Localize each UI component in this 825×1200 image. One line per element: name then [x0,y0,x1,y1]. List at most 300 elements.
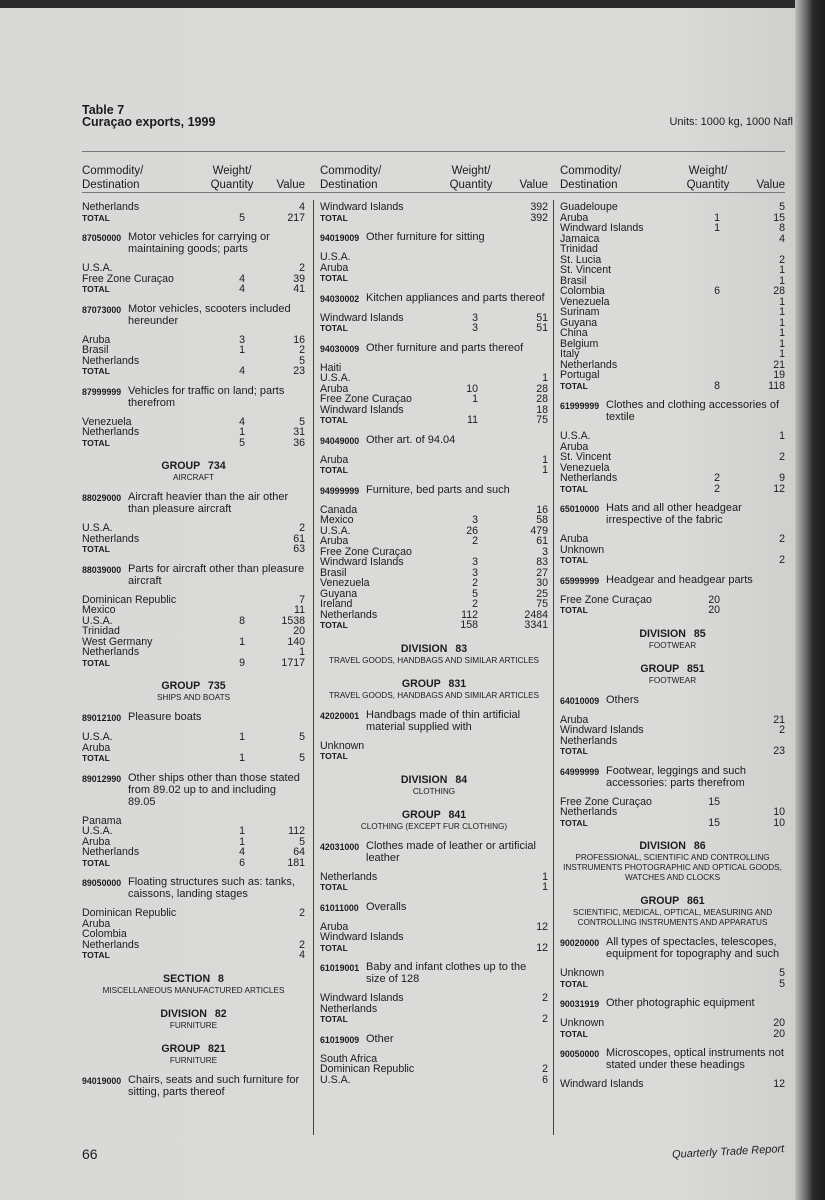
value: 23 [773,745,785,757]
commodity-description: Vehicles for traffic on land; parts therefrom [128,384,285,409]
table-row [560,1079,785,1090]
commodity-code: 61999999 [560,401,600,411]
destination: Italy [560,348,580,360]
weight-quantity: 9 [239,656,245,669]
table-row [82,816,305,827]
commodity-description: Furniture, bed parts and such [366,483,510,496]
destination: TOTAL [320,620,348,630]
value: 64 [293,846,305,858]
commodity-heading [82,772,305,808]
destination-list [320,922,548,954]
commodity-description: Chairs, seats and such furniture for sitting, parts thereof [128,1073,300,1098]
destination: Windward Islands [320,931,404,943]
value [245,743,305,754]
classification-title: GROUP 734 [161,460,226,472]
destination: TOTAL [560,817,588,828]
weight-quantity: 1 [239,426,245,438]
value: 12 [773,1078,785,1090]
weight-quantity: 8 [714,379,720,392]
destination-list [320,252,548,284]
value: 2 [299,907,305,919]
value: 4 [779,232,785,245]
commodity-code: 42031000 [320,841,360,852]
table-row [560,736,785,747]
table-row [320,557,548,568]
total-row [560,484,785,495]
destination-list [82,202,305,223]
destination: Dominican Republic [82,593,177,606]
value: 6 [542,1073,548,1086]
destination: U.S.A. [320,251,351,263]
value: 12 [536,941,548,954]
destination: TOTAL [82,857,110,868]
destination-list [82,908,305,961]
commodity-heading [82,385,305,409]
commodity-description: Motor vehicles for carrying or maintaining goods; parts [128,231,270,255]
value: 16 [293,333,305,346]
commodity-description: Footwear, leggings and such accessories: parts therefrom [606,764,747,789]
value: 1 [542,464,548,476]
weight-quantity: 3 [239,333,245,346]
value: 181 [287,856,305,869]
table-row [82,743,305,754]
table-row [560,244,785,255]
value: 1 [779,264,785,276]
destination: Windward Islands [560,222,644,234]
classification-heading [82,973,305,996]
value: 28 [773,285,785,297]
destination: West Germany [82,635,153,648]
value: 5 [299,354,305,367]
commodity-code: 94019009 [320,233,360,243]
destination-list [560,595,785,616]
value: 1538 [281,614,305,627]
destination: Free Zone Curaçao [560,795,652,808]
value: 2 [779,253,785,266]
total-row [320,273,548,284]
commodity-heading [320,961,548,985]
table-title: Curaçao exports, 1999 [82,115,216,129]
value [720,463,785,474]
value: 83 [536,556,548,568]
classification-subtitle: FURNITURE [169,1055,218,1065]
commodity-description: All types of spectacles, telescopes, equipment for topography and such [606,936,780,960]
total-row [82,753,305,764]
weight-quantity [438,882,478,893]
weight-quantity [678,725,720,736]
weight-quantity [438,202,478,213]
value: 7 [299,593,305,606]
destination: Guyana [560,316,598,329]
table-number: Table 7 [82,103,125,117]
commodity-code: 90020000 [560,938,600,948]
classification-heading [320,678,548,701]
weight-quantity [678,255,720,266]
total-row [320,943,548,954]
table-row [320,1004,548,1015]
commodity-description: Floating structures such as: tanks, caissons, landing stages [128,876,295,900]
weight-quantity: 5 [239,436,245,449]
total-row [320,882,548,893]
table-row [560,595,785,606]
table-row [82,647,305,658]
table-row [320,526,548,537]
classification-subtitle: SCIENTIFIC, MEDICAL, OPTICAL, MEASURING AND CONTROLLING INSTRUMENTS AND APPARATUS [572,908,773,927]
destination: Aruba [560,533,589,545]
weight-quantity [438,1014,478,1025]
commodity-description: Baby and infant clothes up to the size of 128 [366,961,527,985]
classification-title: DIVISION 82 [160,1007,227,1020]
value: 51 [536,322,548,334]
destination: Venezuela [560,295,610,308]
commodity-description: Microscopes, optical instruments not stated under these headings [606,1047,784,1071]
destination: Free Zone Curaçao [82,272,174,285]
total-row [320,1014,548,1025]
total-row [320,465,548,476]
table-row [320,599,548,610]
header-commodity: Commodity/ [82,165,144,177]
destination-list [560,534,785,566]
weight-quantity: 1 [239,825,245,837]
value: 392 [530,211,548,224]
value [478,363,548,374]
destination: Aruba [560,713,589,726]
weight-quantity [203,605,245,616]
table-row [560,223,785,234]
value: 5 [299,752,305,764]
destination: TOTAL [320,323,348,333]
destination: TOTAL [560,978,588,989]
destination: TOTAL [320,882,348,892]
classification-title: DIVISION 83 [400,642,468,655]
classification-subtitle: TRAVEL GOODS, HANDBAGS AND SIMILAR ARTICLES [328,690,540,700]
weight-quantity [438,943,478,954]
commodity-heading [560,1047,785,1071]
value: 3 [542,545,548,558]
destination-list [560,202,785,391]
commodity-code: 90031919 [560,999,600,1009]
destination: St. Lucia [560,253,602,266]
weight-quantity [678,442,720,453]
header-destination: Destination [82,179,140,191]
weight-quantity: 10 [466,382,478,395]
destination: TOTAL [320,415,348,425]
table-row [320,536,548,547]
value [720,605,785,616]
total-row [82,658,305,669]
weight-quantity [438,1075,478,1086]
destination: Panama [82,814,122,827]
classification-heading [320,809,548,832]
value: 27 [536,566,548,579]
value: 16 [536,503,548,516]
destination: TOTAL [82,437,110,448]
commodity-heading [320,1033,548,1046]
table-row [82,605,305,616]
weight-quantity [203,523,245,534]
value: 4 [299,949,305,961]
classification-title: DIVISION 85 [639,627,706,640]
classification-subtitle: FOOTWEAR [648,640,697,650]
commodity-code: 65999999 [560,575,600,586]
value [720,244,785,255]
destination-list [82,816,305,869]
commodity-heading [320,901,548,914]
commodity-code: 61011000 [320,902,359,913]
value: 20 [773,1027,785,1040]
table-row [82,335,305,346]
destination: TOTAL [82,284,110,294]
value: 1 [542,453,548,466]
destination: Portugal [560,369,600,381]
value: 36 [293,436,305,449]
destination-list [320,455,548,476]
value: 1 [779,316,785,329]
value: 61 [536,535,548,547]
total-row [82,858,305,869]
destination: Venezuela [320,577,370,589]
destination-list [82,732,305,764]
destination: Free Zone Curaçao [560,593,652,606]
classification-heading [82,1043,305,1066]
commodity-code: 89012990 [82,773,122,784]
table-row [560,452,785,463]
weight-quantity: 2 [472,598,478,610]
weight-quantity: 3 [472,566,478,579]
column-separator [553,200,554,1135]
destination: TOTAL [82,366,110,376]
destination: Aruba [320,920,349,933]
table-row [320,578,548,589]
weight-quantity [203,202,245,213]
destination: Guadeloupe [560,201,618,213]
classification-subtitle: CLOTHING [412,786,456,796]
destination: Colombia [560,285,605,297]
destination: U.S.A. [82,731,113,743]
destination: U.S.A. [82,262,113,274]
value: 392 [530,201,548,213]
destination: Surinam [560,306,600,318]
value [478,741,548,752]
table-row [320,741,548,752]
classification-title: GROUP 861 [640,895,705,907]
table-row [560,286,785,297]
weight-quantity [438,273,478,284]
value: 5 [299,731,305,743]
weight-quantity [678,979,720,990]
total-row [82,544,305,555]
destination: Netherlands [320,870,378,883]
table-row [320,610,548,621]
table-row [82,263,305,274]
header-quantity: Quantity [686,179,730,191]
value: 1 [779,430,785,442]
commodity-description: Other furniture for sitting [366,231,485,243]
weight-quantity [438,932,478,943]
destination: Aruba [82,917,111,930]
weight-quantity [438,363,478,374]
table-column-3 [560,202,785,1098]
value: 1 [779,327,785,339]
value: 5 [779,201,785,213]
value: 61 [293,532,305,545]
table-row [560,725,785,736]
weight-quantity [438,1064,478,1075]
classification-subtitle: AIRCRAFT [173,473,214,482]
destination: TOTAL [560,1028,588,1039]
classification-title: GROUP 735 [161,680,226,692]
value: 4 [299,201,305,213]
table-row [560,545,785,556]
table-row [560,534,785,545]
classification-title: GROUP 821 [161,1042,226,1055]
destination-list [560,715,785,757]
weight-quantity [203,929,245,940]
destination: Aruba [82,835,111,848]
value [245,919,305,930]
destination: Aruba [82,333,111,346]
weight-quantity: 1 [239,835,245,848]
commodity-code: 64999999 [560,766,600,777]
table-row [320,515,548,526]
commodity-description: Pleasure boats [128,711,202,723]
classification-subtitle: MISCELLANEOUS MANUFACTURED ARTICLES [102,985,285,995]
table-row [82,908,305,919]
commodity-description: Other [366,1032,394,1045]
value: 1717 [281,656,305,669]
commodity-heading [560,399,785,423]
destination: TOTAL [320,751,348,761]
destination: Windward Islands [320,403,404,416]
total-row [320,751,548,762]
destination: Netherlands [560,806,618,818]
classification-heading [560,895,785,928]
destination-list [320,505,548,631]
destination: Canada [320,503,358,516]
total-row [560,605,785,616]
destination: TOTAL [560,605,588,615]
page-number: 66 [82,1146,98,1162]
weight-quantity [678,431,720,442]
value: 2 [542,1063,548,1075]
header-destination: Destination [560,179,618,191]
destination: Netherlands [560,734,618,747]
weight-quantity [203,908,245,919]
header-value: Value [276,179,305,191]
destination-list [320,363,548,426]
weight-quantity: 5 [239,211,245,224]
destination-list [560,968,785,989]
value: 21 [773,358,785,371]
value: 2 [542,1013,548,1025]
weight-quantity [678,307,720,318]
value: 1 [542,870,548,883]
commodity-description: Others [606,693,640,706]
classification-title: DIVISION 84 [400,773,468,786]
commodity-description: Clothes made of leather or artificial leather [366,839,536,864]
commodity-heading [320,342,548,355]
commodity-description: Other art. of 94.04 [366,433,456,446]
commodity-heading [560,694,785,707]
destination: TOTAL [560,483,588,494]
weight-quantity: 8 [239,614,245,627]
weight-quantity: 4 [239,846,245,858]
value: 10 [773,816,785,829]
classification-title: GROUP 851 [640,662,705,675]
table-row [82,940,305,951]
destination: Ireland [320,598,353,610]
weight-quantity: 112 [461,608,478,621]
weight-quantity [678,1029,720,1040]
destination: Netherlands [82,846,140,858]
commodity-code: 61019009 [320,1034,360,1045]
destination: TOTAL [320,1014,348,1024]
table-row [320,394,548,405]
table-row [82,534,305,545]
publication-name: Quarterly Trade Report [671,1143,785,1161]
destination: U.S.A. [82,825,113,837]
destination-list [320,313,548,334]
commodity-heading [560,574,785,587]
classification-heading [560,663,785,686]
table-row [82,345,305,356]
value: 140 [287,635,305,648]
weight-quantity [203,940,245,951]
total-row [560,818,785,829]
weight-quantity [438,213,478,224]
classification-heading [560,628,785,651]
weight-quantity [678,545,720,556]
commodity-heading [320,231,548,244]
book-binding-edge [795,0,825,1200]
destination: South Africa [320,1052,378,1065]
destination: Netherlands [82,646,140,658]
destination: TOTAL [560,746,588,756]
destination: Aruba [82,741,111,754]
table-row [320,252,548,263]
commodity-code: 64010009 [560,695,600,706]
value: 112 [288,825,305,837]
classification-title: GROUP 831 [401,677,467,690]
commodity-code: 65010000 [560,504,600,514]
destination: TOTAL [82,950,110,960]
value: 118 [768,379,785,392]
destination: Trinidad [560,243,598,255]
classification-subtitle: FURNITURE [169,1020,218,1030]
commodity-code: 88029000 [82,493,122,503]
value: 1 [779,337,785,350]
value: 1 [542,372,548,384]
destination: Netherlands [560,472,618,484]
commodity-code: 94030009 [320,343,360,354]
weight-quantity [203,626,245,637]
classification-subtitle: SHIPS AND BOATS [156,693,231,702]
value: 41 [293,283,305,295]
destination: St. Vincent [560,451,612,463]
value: 2 [299,262,305,274]
table-row [320,455,548,466]
destination: U.S.A. [560,430,591,442]
destination: Aruba [560,440,589,453]
commodity-description: Motor vehicles, scooters included hereunder [128,302,291,327]
total-row [320,213,548,224]
table-row [320,589,548,600]
destination: U.S.A. [320,524,351,537]
value: 12 [536,920,548,933]
weight-quantity [438,922,478,933]
destination-list [82,417,305,449]
destination: Colombia [82,928,127,940]
